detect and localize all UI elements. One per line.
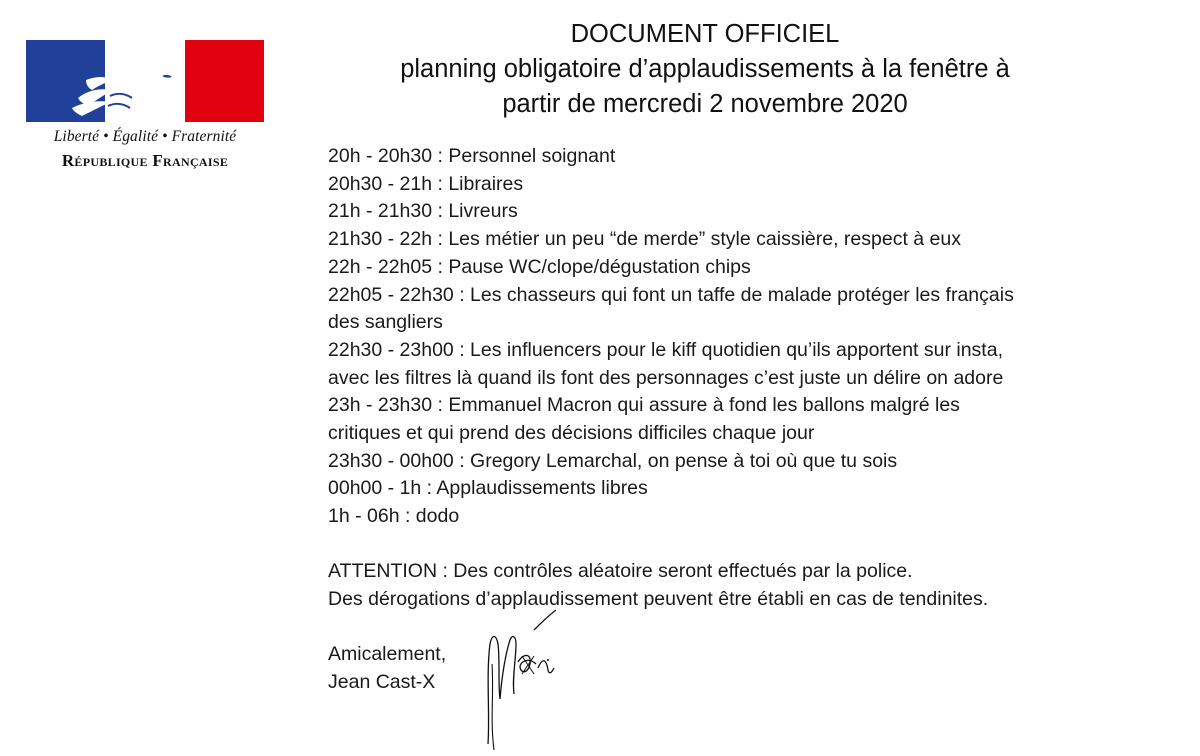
schedule-entry-line: critiques et qui prend des décisions difficiles chaque jour (328, 422, 815, 445)
document-title: DOCUMENT OFFICIEL (570, 20, 840, 48)
attention-notice (328, 558, 1128, 613)
republique-francaise-logo (26, 40, 264, 171)
schedule-entry (328, 171, 1088, 199)
republic-title: République Française (61, 151, 229, 170)
schedule-entry (328, 392, 1088, 447)
attention-line: ATTENTION : Des contrôles aléatoire seront effectués par la police. (328, 560, 913, 582)
schedule-entry (328, 337, 1088, 392)
document-header (330, 17, 1080, 122)
schedule-entry-line: avec les filtres là quand ils font des personnages c’est juste un délire on adore (328, 366, 1004, 389)
schedule-entry-line: 21h30 - 22h : Les métier un peu “de merde” style caissière, respect à eux (328, 228, 961, 251)
closing-block (328, 641, 446, 696)
schedule-entry (328, 448, 1088, 476)
schedule-entry-line: 23h30 - 00h00 : Gregory Lemarchal, on pense à toi où que tu sois (328, 449, 898, 472)
schedule-entry-line: 22h30 - 23h00 : Les influencers pour le kiff quotidien qu’ils apportent sur insta, (328, 338, 1003, 361)
signatory-name: Jean Cast-X (328, 670, 436, 693)
document-subtitle-line2: partir de mercredi 2 novembre 2020 (502, 90, 908, 118)
closing-greeting: Amicalement, (328, 643, 447, 665)
schedule-entry (328, 475, 1088, 503)
schedule-entry-line: 22h - 22h05 : Pause WC/clope/dégustation chips (328, 255, 751, 278)
schedule-entry (328, 503, 1088, 531)
schedule-entry (328, 143, 1088, 171)
marianne-flag-icon (26, 40, 264, 122)
schedule-entry-line: 22h05 - 22h30 : Les chasseurs qui font un taffe de malade protéger les français (328, 283, 1014, 306)
schedule-entry (328, 254, 1088, 282)
schedule-entry-line: 1h - 06h : dodo (328, 505, 460, 528)
schedule-entry-line: 20h - 20h30 : Personnel soignant (328, 145, 616, 167)
schedule-entry-line: 20h30 - 21h : Libraires (328, 172, 524, 195)
schedule-entry-line: 23h - 23h30 : Emmanuel Macron qui assure à fond les ballons malgré les (328, 394, 960, 417)
schedule-entry (328, 226, 1088, 254)
derogation-line: Des dérogations d’applaudissement peuvent être établi en cas de tendinites. (328, 587, 989, 610)
schedule-entry-line: 00h00 - 1h : Applaudissements libres (328, 477, 648, 500)
handwritten-signature (478, 604, 578, 754)
schedule-entry (328, 282, 1088, 337)
schedule-entry-line: 21h - 21h30 : Livreurs (328, 200, 518, 223)
schedule-entry (328, 198, 1088, 226)
motto-text: Liberté • Égalité • Fraternité (53, 128, 237, 145)
schedule-list (328, 143, 1088, 531)
schedule-entry-line: des sangliers (328, 311, 443, 334)
document-subtitle-line1: planning obligatoire d’applaudissements à la fenêtre à (400, 55, 1010, 83)
